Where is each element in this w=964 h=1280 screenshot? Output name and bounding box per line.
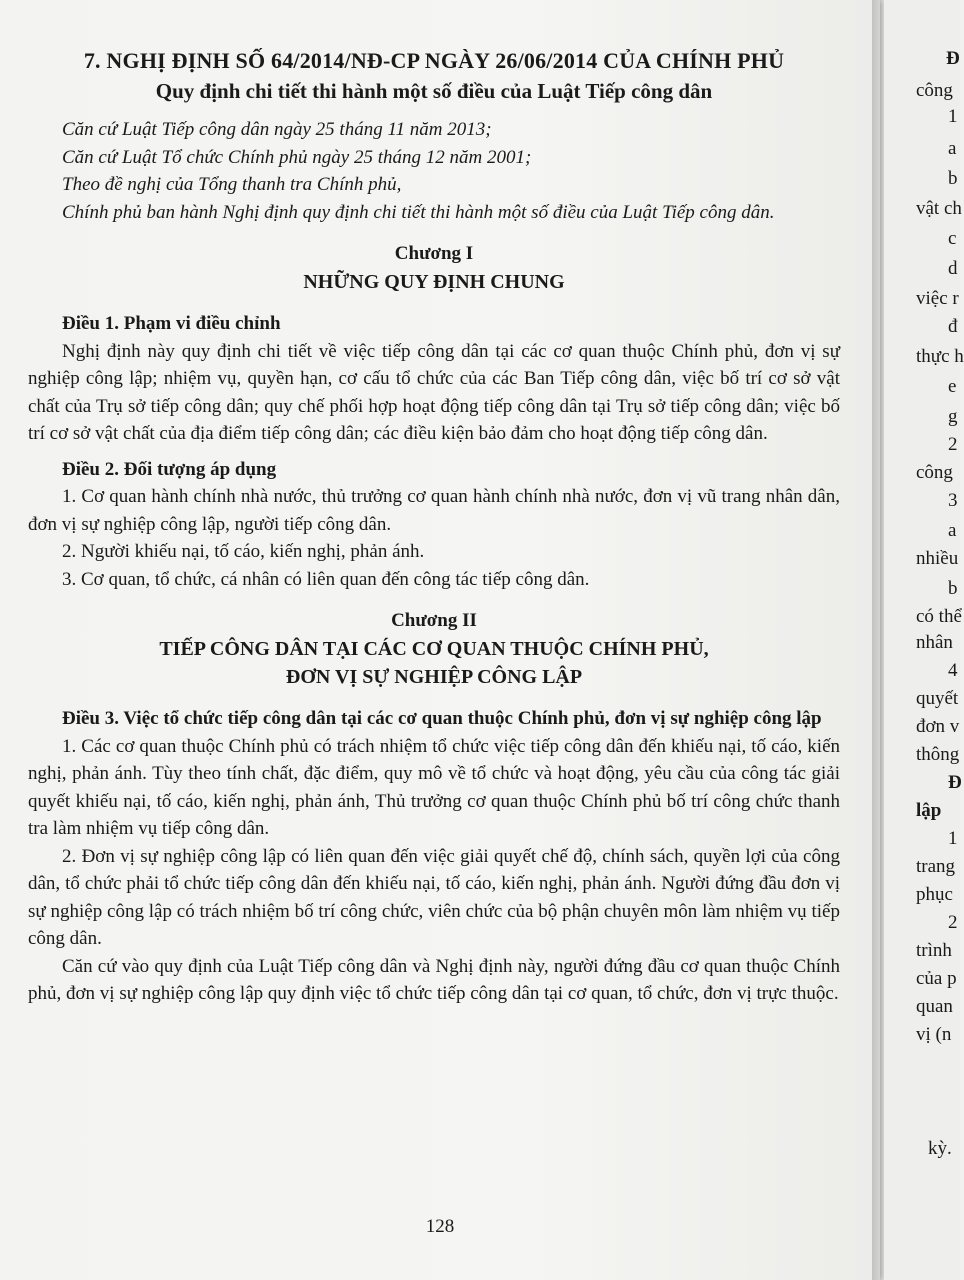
article-text: Nghị định này quy định chi tiết về việc tiếp công dân tại các cơ quan thuộc Chính phủ, đơn vị sự nghiệp công lập; nhiệm vụ, quyền hạn, cơ cấu tổ chức của các Ban Tiếp công dân, việc bố trí cơ sở vật chất của Trụ sở tiếp công dân; quy chế phối hợp hoạt động tiếp công dân tại Trụ sở tiếp công dân; việc bố trí cơ sở vật chất của địa điểm tiếp công dân; các điều kiện bảo đảm cho hoạt động tiếp công dân.: [28, 340, 840, 444]
preamble-line: Căn cứ Luật Tiếp công dân ngày 25 tháng 11 năm 2013;: [62, 119, 492, 140]
right-page-fragment: e: [948, 376, 957, 397]
right-page-fragment: d: [948, 258, 958, 279]
right-page-fragment: thực h: [916, 346, 964, 367]
right-page-fragment: trang: [916, 856, 956, 877]
article-item: Căn cứ vào quy định của Luật Tiếp công dân và Nghị định này, người đứng đầu cơ quan thuộc Chính phủ, đơn vị sự nghiệp công lập quy định việc tổ chức tiếp công dân tại cơ quan, tổ chức, đơn vị trực thuộc.: [28, 955, 840, 1004]
preamble-line: Chính phủ ban hành Nghị định quy định chi tiết thi hành một số điều của Luật Tiếp công dân.: [62, 201, 775, 223]
right-page-fragment: g: [948, 406, 958, 427]
right-page-fragment: vị (n: [916, 1024, 952, 1045]
right-page-fragment: đơn v: [916, 716, 960, 737]
right-page-fragment: vật ch: [916, 198, 962, 219]
right-page-fragment: của p: [916, 968, 957, 989]
right-page-fragment: đ: [948, 316, 958, 337]
article-heading: Điều 3. Việc tổ chức tiếp công dân tại các cơ quan thuộc Chính phủ, đơn vị sự nghiệp công lập: [62, 708, 822, 729]
right-page-fragment: phục: [916, 884, 953, 905]
right-page-fragment: kỳ.: [928, 1138, 952, 1159]
chapter-number: Chương I: [394, 243, 474, 264]
article-item: 1. Cơ quan hành chính nhà nước, thủ trưởng cơ quan hành chính nhà nước, đơn vị vũ trang nhân dân, đơn vị sự nghiệp công lập, người tiếp công dân.: [28, 486, 840, 535]
preamble-line: Căn cứ Luật Tổ chức Chính phủ ngày 25 tháng 12 năm 2001;: [62, 146, 532, 168]
right-page-fragment: lập: [916, 800, 942, 821]
right-page-fragment: a: [948, 138, 957, 159]
right-page-fragment: 2: [948, 912, 958, 933]
right-page-fragment: việc r: [916, 288, 959, 309]
right-page-fragment: c: [948, 228, 957, 249]
chapter-number: Chương II: [391, 610, 477, 631]
right-page-fragment: quan: [916, 996, 953, 1017]
right-page-fragment: 1: [948, 828, 958, 849]
right-page-fragment: 1: [948, 106, 958, 127]
document-subtitle: Quy định chi tiết thi hành một số điều của Luật Tiếp công dân: [155, 79, 713, 103]
article-heading: Điều 2. Đối tượng áp dụng: [62, 458, 277, 480]
document-title: 7. NGHỊ ĐỊNH SỐ 64/2014/NĐ-CP NGÀY 26/06/2014 CỦA CHÍNH PHỦ: [83, 48, 785, 73]
right-page-fragment: 3: [948, 490, 958, 511]
right-page-fragment: có thể: [916, 606, 962, 627]
chapter-name-line2: ĐƠN VỊ SỰ NGHIỆP CÔNG LẬP: [285, 666, 583, 688]
right-page-fragment: a: [948, 520, 957, 541]
preamble-line: Theo đề nghị của Tổng thanh tra Chính phủ,: [62, 174, 402, 195]
article-item: 2. Đơn vị sự nghiệp công lập có liên quan đến việc giải quyết chế độ, chính sách, quyền lợi của công dân, tổ chức phải tổ chức tiếp công dân đến khiếu nại, tố cáo, kiến nghị, phản ánh. Người đứng đầu đơn vị sự nghiệp công lập có trách nhiệm bố trí công chức, viên chức của bộ phận chuyên môn làm nhiệm vụ tiếp công dân.: [28, 845, 840, 949]
right-page-fragment: 2: [948, 434, 958, 455]
right-page-fragment: b: [948, 168, 958, 189]
right-page: [884, 0, 964, 1280]
right-page-fragment: nhiều: [916, 548, 959, 569]
page-number: 128: [425, 1216, 455, 1237]
right-page-fragment: Đ: [946, 48, 960, 69]
chapter-name-line1: TIẾP CÔNG DÂN TẠI CÁC CƠ QUAN THUỘC CHÍNH PHỦ,: [159, 638, 709, 660]
right-page-fragment: công: [916, 80, 953, 101]
right-page-fragment: b: [948, 578, 958, 599]
article-heading: Điều 1. Phạm vi điều chỉnh: [62, 313, 281, 334]
right-page-fragment: công: [916, 462, 953, 483]
article-item: 2. Người khiếu nại, tố cáo, kiến nghị, phản ánh.: [62, 541, 425, 562]
right-page-fragment: trình: [916, 940, 952, 961]
article-item: 3. Cơ quan, tổ chức, cá nhân có liên quan đến công tác tiếp công dân.: [62, 568, 590, 590]
right-page-fragment: Đ: [948, 772, 962, 793]
chapter-name: NHỮNG QUY ĐỊNH CHUNG: [303, 271, 565, 293]
right-page-fragment: nhân: [916, 632, 953, 653]
article-item: 1. Các cơ quan thuộc Chính phủ có trách nhiệm tổ chức việc tiếp công dân đến khiếu nại, tố cáo, kiến nghị, phản ánh. Tùy theo tính chất, đặc điểm, quy mô về tổ chức và hoạt động, yêu cầu của công tác giải quyết khiếu nại, tố cáo, kiến nghị, phản ánh, Thủ trưởng cơ quan thuộc Chính phủ bố trí công chức thanh tra làm nhiệm vụ tiếp công dân.: [28, 735, 840, 839]
right-page-fragment: 4: [948, 660, 958, 681]
right-page-fragment: thông: [916, 744, 960, 765]
right-page-fragment: quyết: [916, 688, 959, 709]
document-body: [28, 46, 840, 1008]
